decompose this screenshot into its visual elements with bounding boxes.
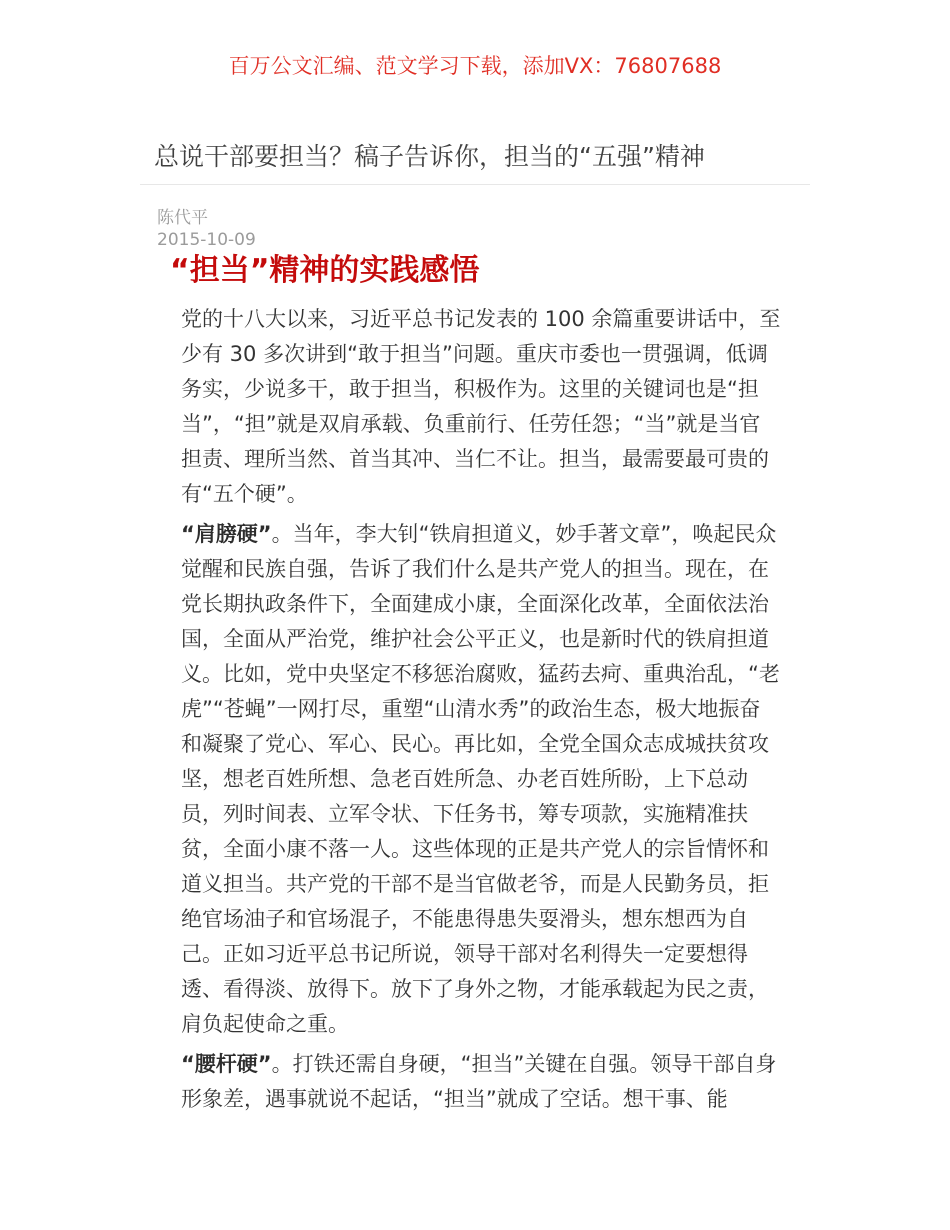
- title-divider: [140, 184, 810, 185]
- article-content: [140, 140, 810, 1117]
- promo-banner-text: 百万公文汇编、范文学习下载，添加VX：76807688: [228, 54, 722, 78]
- article-author: 陈代平: [157, 208, 208, 228]
- paragraph-intro: [181, 302, 781, 512]
- paragraph-lead: “腰杆硬”: [181, 1052, 272, 1076]
- paragraph-shoulder: [181, 517, 781, 1042]
- paragraph-backbone: [181, 1047, 781, 1117]
- article-date: 2015-10-09: [157, 230, 256, 250]
- article-meta: [157, 207, 810, 251]
- essay-heading: “担当”精神的实践感悟: [170, 253, 480, 288]
- paragraph-text: 。当年，李大钊“铁肩担道义，妙手著文章”，唤起民众觉醒和民族自强，告诉了我们什么是共产党人的担当。现在，在党长期执政条件下，全面建成小康，全面深化改革，全面依法治国，全面从严治党，维护社会公平正义，也是新时代的铁肩担道义。比如，党中央坚定不移惩治腐败，猛药去疴、重典治乱，“老虎”“苍蝇”一网打尽，重塑“山清水秀”的政治生态，极大地振奋和凝聚了党心、军心、民心。再比如，全党全国众志成城扶贫攻坚，想老百姓所想、急老百姓所急、办老百姓所盼，上下总动员，列时间表、立军令状、下任务书，筹专项款，实施精准扶贫，全面小康不落一人。这些体现的正是共产党人的宗旨情怀和道义担当。共产党的干部不是当官做老爷，而是人民勤务员，拒绝官场油子和官场混子，不能患得患失耍滑头，想东想西为自己。正如习近平总书记所说，领导干部对名利得失一定要想得透、看得淡、放得下。放下了身外之物，才能承载起为民之责，肩负起使命之重。: [181, 522, 780, 1036]
- paragraph-text: 。打铁还需自身硬，“担当”关键在自强。领导干部自身形象差，遇事就说不起话，“担当”就成了空话。想干事、能: [181, 1052, 777, 1111]
- paragraph-lead: “肩膀硬”: [181, 522, 272, 546]
- article-title: 总说干部要担当？稿子告诉你，担当的“五强”精神: [154, 142, 705, 171]
- paragraph-text: 党的十八大以来，习近平总书记发表的 100 余篇重要讲话中，至少有 30 多次讲到“敢于担当”问题。重庆市委也一贯强调，低调务实，少说多干，敢于担当，积极作为。这里的关键词也是“担当”，“担”就是双肩承载、负重前行、任劳任怨；“当”就是当官担责、理所当然、首当其冲、当仁不让。担当，最需要最可贵的有“五个硬”。: [181, 307, 781, 506]
